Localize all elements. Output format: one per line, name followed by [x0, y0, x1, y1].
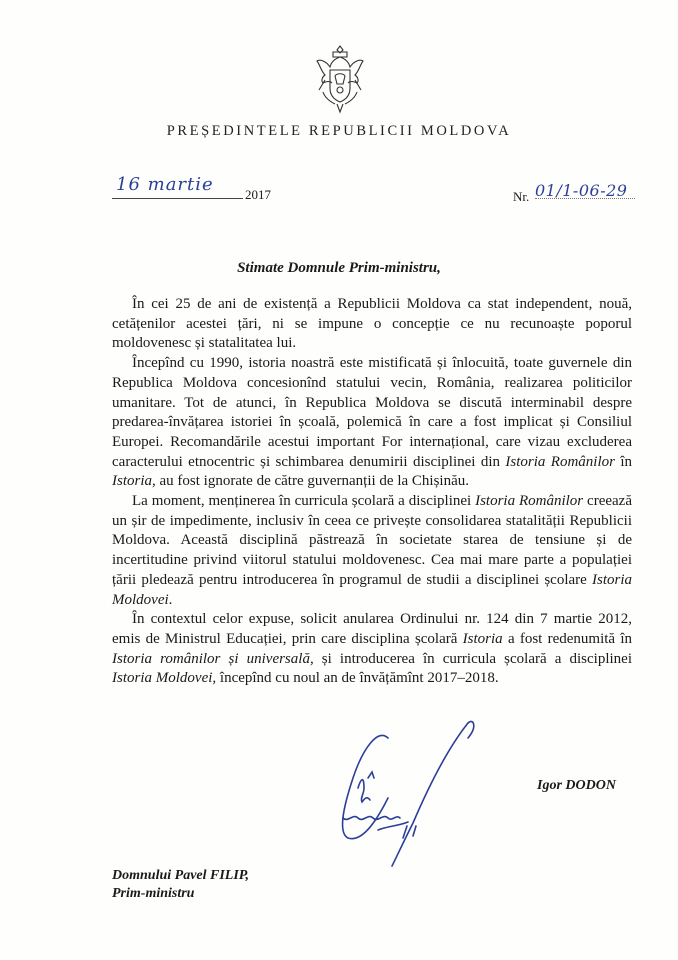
recipient-title: Prim-ministru: [112, 886, 195, 901]
number-underline: [535, 198, 635, 199]
coat-of-arms-icon: [315, 42, 365, 117]
recipient-name: Domnului Pavel FILIP,: [112, 868, 250, 883]
number-label: Nr.: [513, 189, 530, 204]
letter-body: [112, 295, 632, 689]
paragraph-3: La moment, menținerea în curricula școlară a disciplinei Istoria Românilor creează un șir de impedimente, inclusiv în ceea ce privește consolidarea statalității Republicii Moldova. Această disciplină păstrează în societate starea de tensiune și de incertitudine privind viitorul statului moldovenesc. Cea mai mare parte a populației țării pledează pentru introducerea în programul de studii a disciplinei școlare Istoria Moldovei.: [112, 493, 632, 608]
date-year: 2017: [245, 187, 271, 202]
paragraph-1: În cei 25 de ani de existență a Republicii Moldova ca stat independent, nouă, cetățenilor acestei țări, ni se impune o concepție ce nu recunoaște poporul moldovenesc și statalitatea lui.: [112, 296, 632, 352]
date-number-line: [112, 174, 642, 210]
handwritten-date: 16 martie: [116, 174, 214, 195]
handwritten-signature: [318, 718, 498, 868]
recipient-block: [112, 867, 249, 903]
handwritten-number: 01/1-06-29: [535, 181, 628, 200]
salutation: Stimate Domnule Prim-ministru,: [237, 260, 441, 276]
paragraph-4: În contextul celor expuse, solicit anularea Ordinului nr. 124 din 7 martie 2012, emis de Ministrul Educației, prin care disciplina școlară Istoria a fost redenumită în Istoria românilor și universală, și introducerea în curricula școlară a disciplinei Istoria Moldovei, începînd cu noul an de învățămînt 2017–2018.: [112, 611, 632, 687]
paragraph-2: Începînd cu 1990, istoria noastră este mistificată și înlocuită, toate guvernele din Republica Moldova concesionînd statului vecin, România, realizarea politicilor umanitare. Tot de atunci, în Republica Moldova se discută interminabil despre predarea-învățarea istoriei în școală, polemică în care a fost implicat și Consiliul Europei. Recomandările acestui important For internațional, care vizau excluderea caracterului etnocentric și schimbarea denumirii disciplinei din Istoria Românilor în Istoria, au fost ignorate de către guvernanții de la Chișinău.: [112, 355, 633, 490]
date-underline: [112, 198, 243, 199]
signer-name: Igor DODON: [537, 778, 616, 793]
page-title: PREȘEDINTELE REPUBLICII MOLDOVA: [166, 123, 512, 139]
